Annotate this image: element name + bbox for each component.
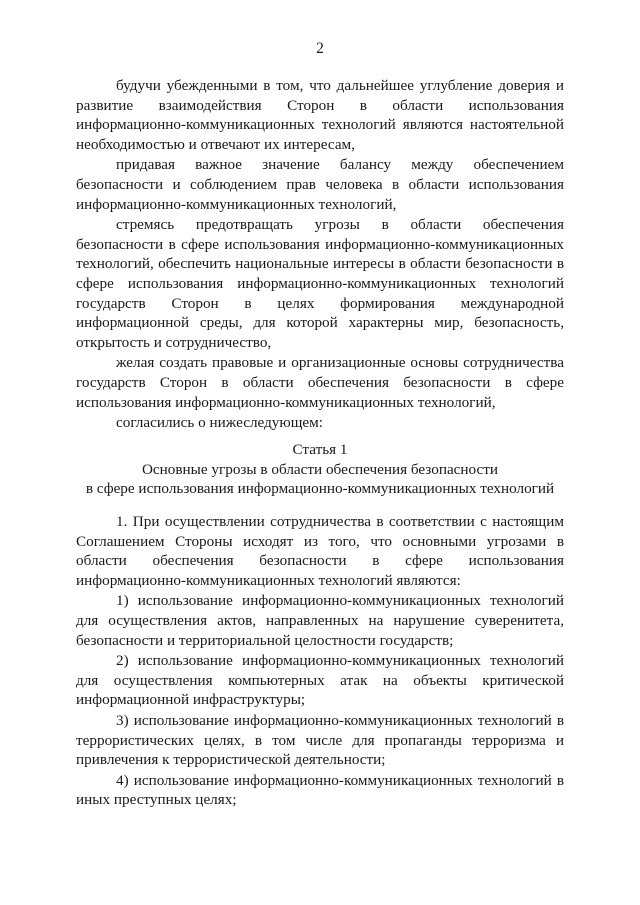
article-list-item: 4) использование информационно-коммуникационных технологий в иных преступных целях;	[76, 771, 564, 809]
article-number: Статья 1	[292, 441, 348, 458]
article-list-item: 3) использование информационно-коммуникационных технологий в террористических целях, в том числе для пропаганды терроризма и привлечения к террористической деятельности;	[76, 711, 564, 769]
article-title-line: Основные угрозы в области обеспечения безопасности	[141, 460, 499, 478]
preamble-paragraph: стремясь предотвращать угрозы в области обеспечения безопасности в сфере использования информационно-коммуникационных технологий, обеспечить национальные интересы в области безопасности в сфере использования информационно-коммуникационных технологий государств Сторон в целях формирования международной информационной среды, для которой характерны мир, безопасность, открытость и сотрудничество,	[76, 216, 564, 351]
article-heading	[60, 440, 580, 499]
preamble-paragraph: придавая важное значение балансу между обеспечением безопасности и соблюдением прав человека в области использования информационно-коммуникационных технологий,	[76, 156, 564, 213]
article-list-item: 2) использование информационно-коммуникационных технологий для осуществления компьютерных атак на объекты критической информационной инфраструктуры;	[76, 652, 564, 709]
preamble-paragraph: желая создать правовые и организационные основы сотрудничества государств Сторон в области обеспечения безопасности в сфере использования информационно-коммуникационных технологий,	[76, 354, 564, 411]
article-body	[76, 512, 564, 810]
preamble-paragraph: будучи убежденными в том, что дальнейшее углубление доверия и развитие взаимодействия Сторон в области использования информационно-коммуникационных технологий являются настоятельной необходимостью и отвечают их интересам,	[76, 77, 564, 153]
article-list-item: 1) использование информационно-коммуникационных технологий для осуществления актов, направленных на нарушение суверенитета, безопасности и территориальной целостности государств;	[76, 592, 564, 649]
article-paragraph: 1. При осуществлении сотрудничества в соответствии с настоящим Соглашением Стороны исходят из того, что основными угрозами в области обеспечения безопасности в сфере использования информационно-коммуникационных технологий являются:	[76, 513, 564, 589]
page-number: 2	[316, 40, 324, 57]
preamble	[76, 76, 564, 433]
preamble-paragraph: согласились о нижеследующем:	[116, 414, 324, 432]
article-title-line: в сфере использования информационно-коммуникационных технологий	[85, 480, 555, 498]
